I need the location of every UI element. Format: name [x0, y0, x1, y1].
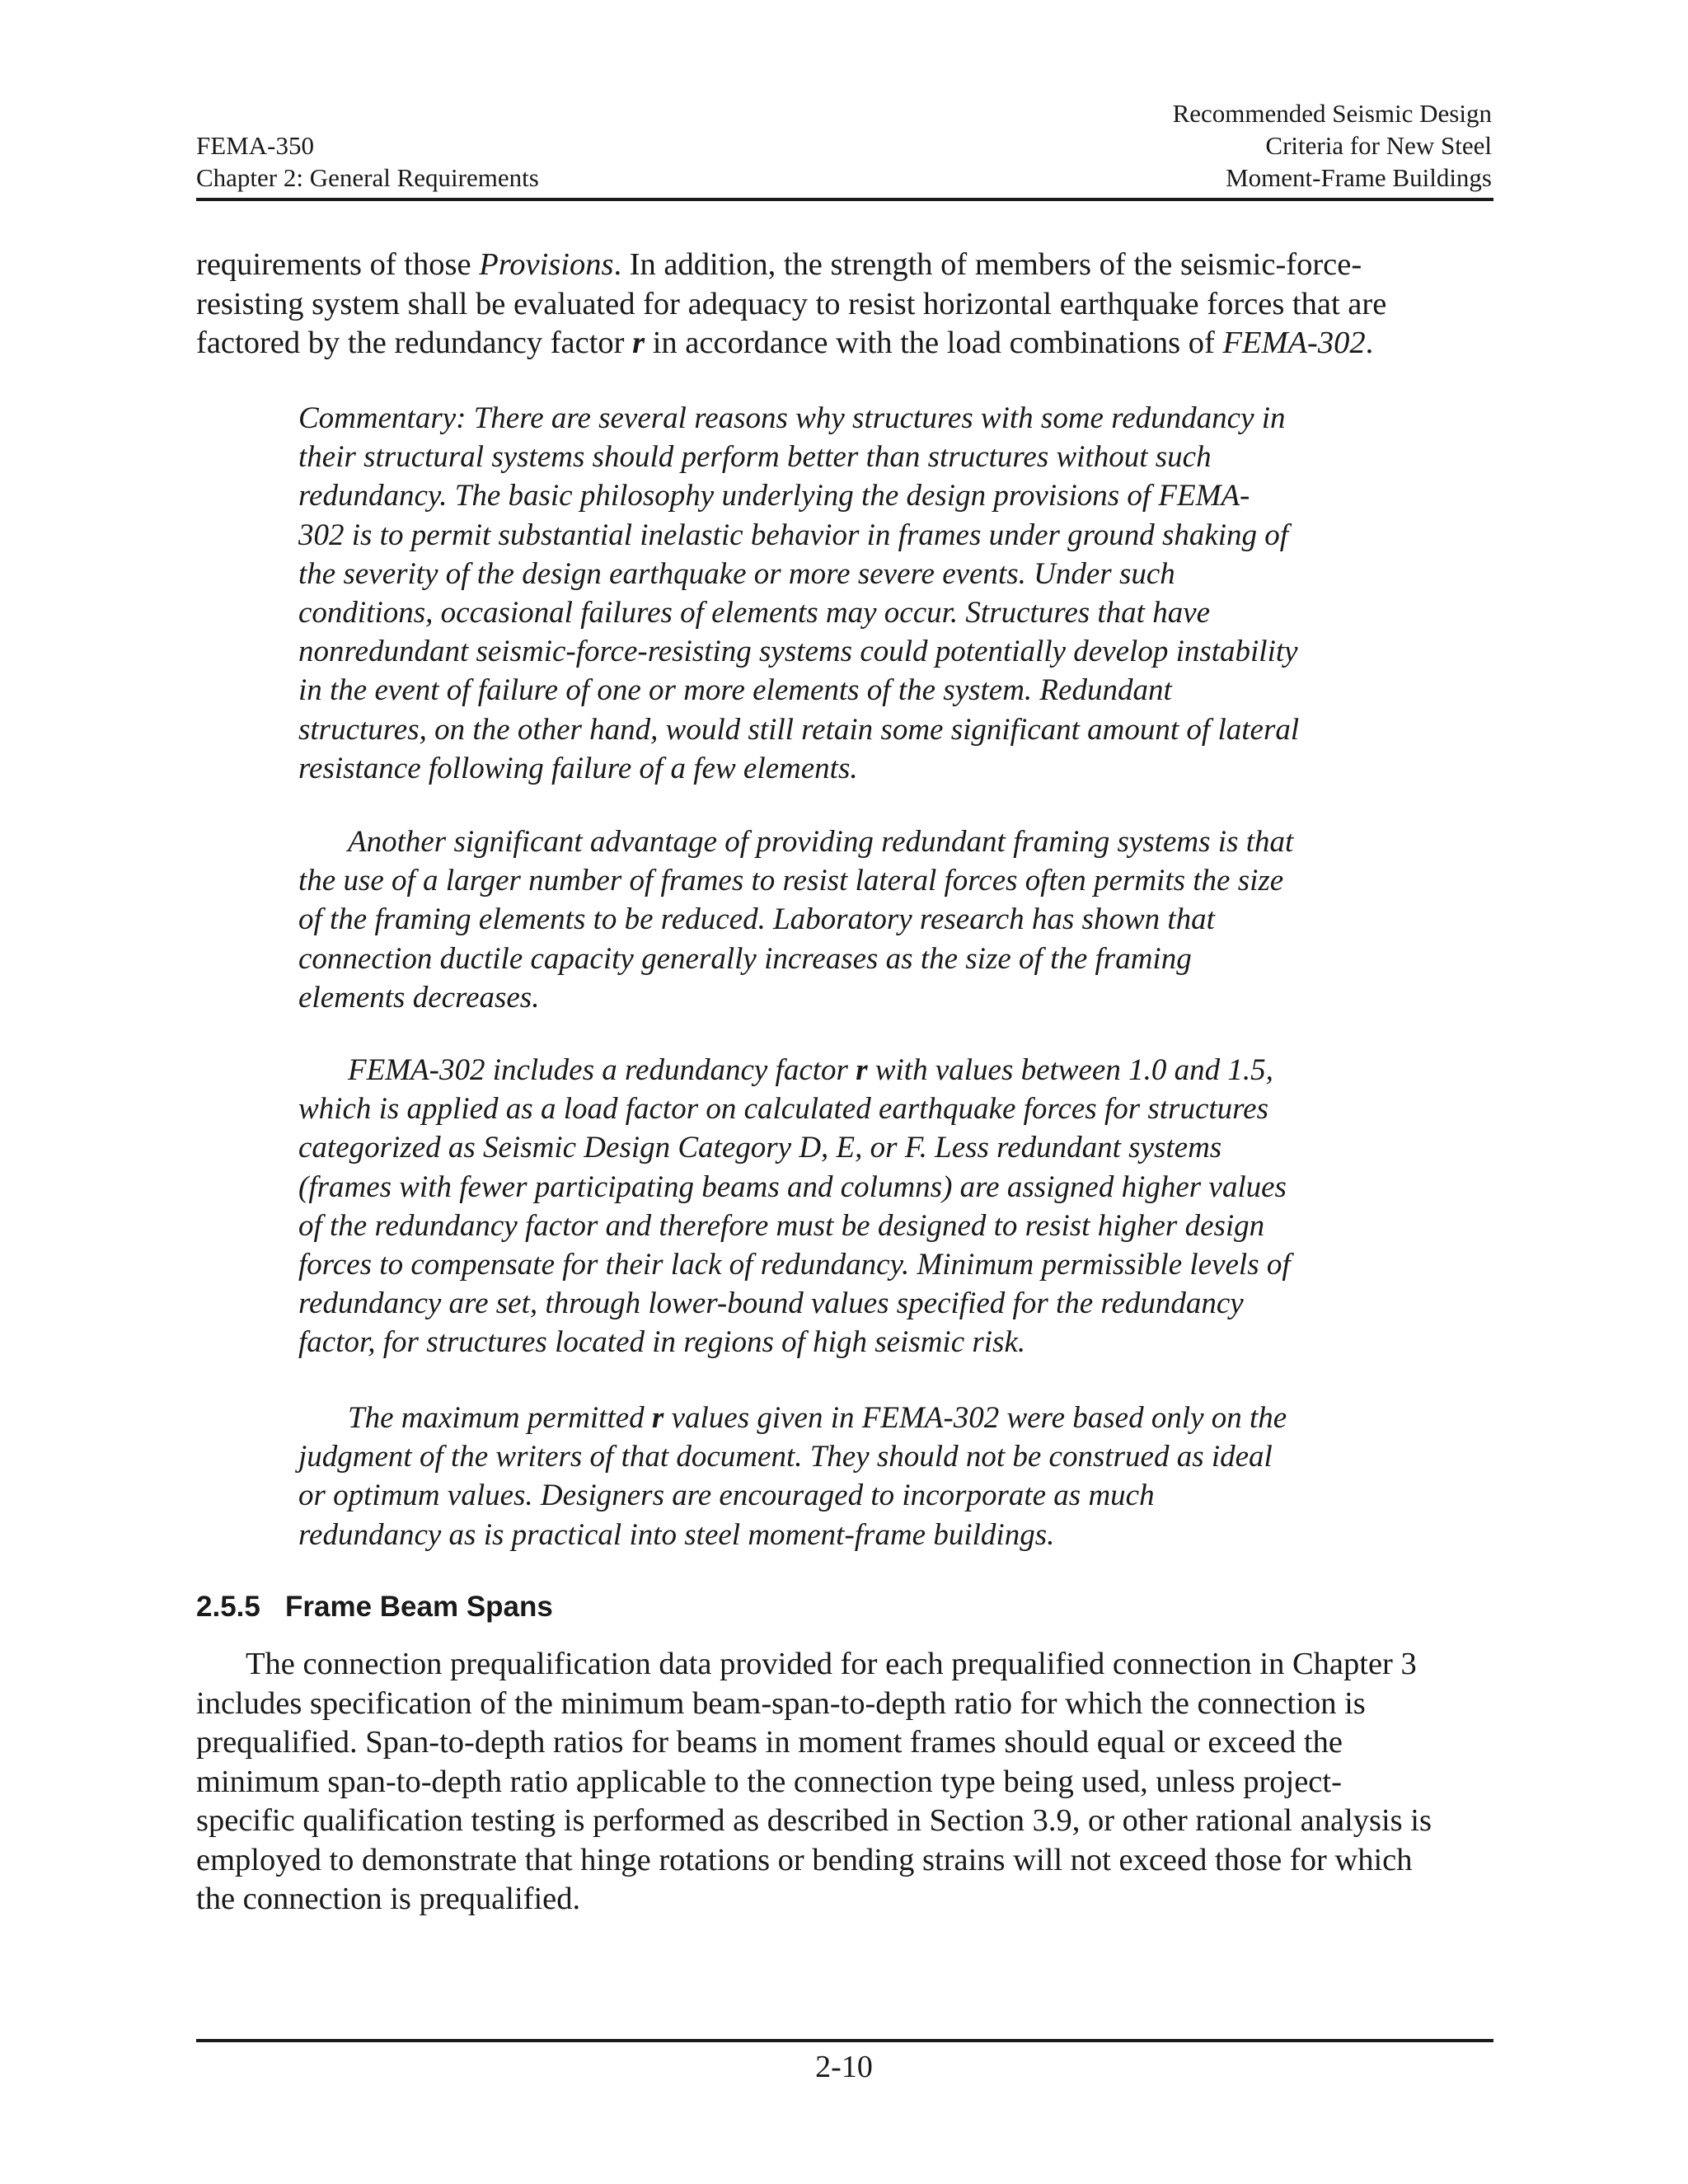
text-line: forces to compensate for their lack of redundancy. Minimum permissible levels of — [298, 1248, 1291, 1282]
text-line: connection ductile capacity generally increases as the size of the framing — [298, 941, 1192, 976]
text-line: resisting system shall be evaluated for adequacy to resist horizontal earthquake forces that are — [196, 286, 1387, 321]
text-line: which is applied as a load factor on calculated earthquake forces for structures — [298, 1092, 1269, 1127]
text-line: prequalified. Span-to-depth ratios for beams in moment frames should equal or exceed the — [196, 1725, 1343, 1760]
header-left — [196, 129, 539, 194]
text-line: Commentary: There are several reasons why structures with some redundancy in — [298, 401, 1286, 435]
commentary-paragraph-2 — [298, 823, 1411, 1017]
text-line: of the redundancy factor and therefore must be designed to resist higher design — [298, 1208, 1265, 1243]
commentary-paragraph-4 — [298, 1399, 1411, 1554]
text-line: the severity of the design earthquake or more severe events. Under such — [298, 556, 1175, 591]
text-line: their structural systems should perform better than structures without such — [298, 440, 1212, 475]
text-span: . — [1365, 326, 1374, 360]
text-span: The maximum permitted — [348, 1401, 652, 1435]
text-span: with values between 1.0 and 1.5, — [867, 1053, 1273, 1087]
text-line: resistance following failure of a few elements. — [298, 751, 858, 785]
header-doc-id: FEMA-350 — [196, 131, 314, 160]
text-line: redundancy as is practical into steel moment-frame buildings. — [298, 1517, 1055, 1552]
section-body-paragraph — [196, 1645, 1493, 1919]
provisions-emphasis: Provisions — [479, 247, 614, 282]
section-heading — [196, 1589, 553, 1625]
section-title: Frame Beam Spans — [285, 1591, 553, 1623]
header-title-line: Recommended Seismic Design — [1172, 99, 1492, 128]
page-number: 2-10 — [815, 2050, 873, 2084]
redundancy-symbol: r — [632, 326, 645, 360]
header-title-line: Criteria for New Steel — [1265, 131, 1492, 160]
text-line — [298, 1051, 1411, 1090]
text-line: 302 is to permit substantial inelastic behavior in frames under ground shaking of — [298, 518, 1289, 552]
text-line: employed to demonstrate that hinge rotations or bending strains will not exceed those for which — [196, 1842, 1413, 1877]
text-line: or optimum values. Designers are encouraged to incorporate as much — [298, 1479, 1155, 1513]
text-line: redundancy are set, through lower-bound values specified for the redundancy — [298, 1286, 1244, 1321]
text-line: Another significant advantage of providing redundant framing systems is that — [348, 825, 1294, 859]
header-chapter: Chapter 2: General Requirements — [196, 163, 539, 192]
commentary-paragraph-1 — [298, 399, 1411, 788]
text-line: the connection is prequalified. — [196, 1882, 581, 1916]
text-line: includes specification of the minimum beam-span-to-depth ratio for which the connection is — [196, 1685, 1366, 1721]
text-span: factored by the redundancy factor — [196, 326, 633, 360]
text-span: values given in FEMA-302 were based only on the — [663, 1401, 1287, 1435]
text-line: structures, on the other hand, would still retain some significant amount of lateral — [298, 712, 1300, 747]
header-title-line: Moment-Frame Buildings — [1226, 163, 1492, 192]
text-span: FEMA-302 includes a redundancy factor — [348, 1053, 856, 1087]
text-span: requirements of those — [196, 247, 480, 282]
text-line: conditions, occasional failures of elements may occur. Structures that have — [298, 596, 1211, 630]
redundancy-symbol: r — [856, 1053, 868, 1087]
text-line: (frames with fewer participating beams and columns) are assigned higher values — [298, 1169, 1287, 1204]
text-line: redundancy. The basic philosophy underlying the design provisions of FEMA- — [298, 479, 1250, 513]
text-line — [298, 1399, 1411, 1437]
commentary-paragraph-3 — [298, 1051, 1411, 1362]
section-number: 2.5.5 — [196, 1591, 260, 1623]
text-line: of the framing elements to be reduced. Laboratory research has shown that — [298, 902, 1215, 937]
text-line: minimum span-to-depth ratio applicable to the connection type being used, unless project- — [196, 1764, 1342, 1799]
header-right — [1173, 97, 1492, 194]
text-span: in accordance with the load combinations of — [645, 326, 1223, 360]
text-span: . In addition, the strength of members of the seismic-force- — [613, 247, 1362, 282]
text-line: nonredundant seismic-force-resisting systems could potentially develop instability — [298, 635, 1298, 669]
text-line: the use of a larger number of frames to resist lateral forces often permits the size — [298, 864, 1284, 898]
header-rule — [196, 198, 1493, 201]
fema-302-emphasis: FEMA-302 — [1222, 326, 1366, 360]
intro-paragraph — [196, 246, 1493, 363]
redundancy-symbol: r — [651, 1401, 664, 1435]
footer-rule — [196, 2039, 1493, 2042]
text-line: factor, for structures located in regions of high seismic risk. — [298, 1325, 1026, 1360]
text-line: specific qualification testing is performed as described in Section 3.9, or other rational analysis is — [196, 1803, 1432, 1838]
text-line: categorized as Seismic Design Category D, E, or F. Less redundant systems — [298, 1131, 1222, 1165]
text-line — [196, 246, 1493, 285]
text-line: elements decreases. — [298, 980, 540, 1015]
text-line: judgment of the writers of that document. They should not be construed as ideal — [298, 1440, 1273, 1474]
text-line: The connection prequalification data provided for each prequalified connection in Chapter 3 — [246, 1647, 1417, 1681]
text-line: in the event of failure of one or more elements of the system. Redundant — [298, 673, 1172, 708]
text-line — [196, 324, 1493, 363]
